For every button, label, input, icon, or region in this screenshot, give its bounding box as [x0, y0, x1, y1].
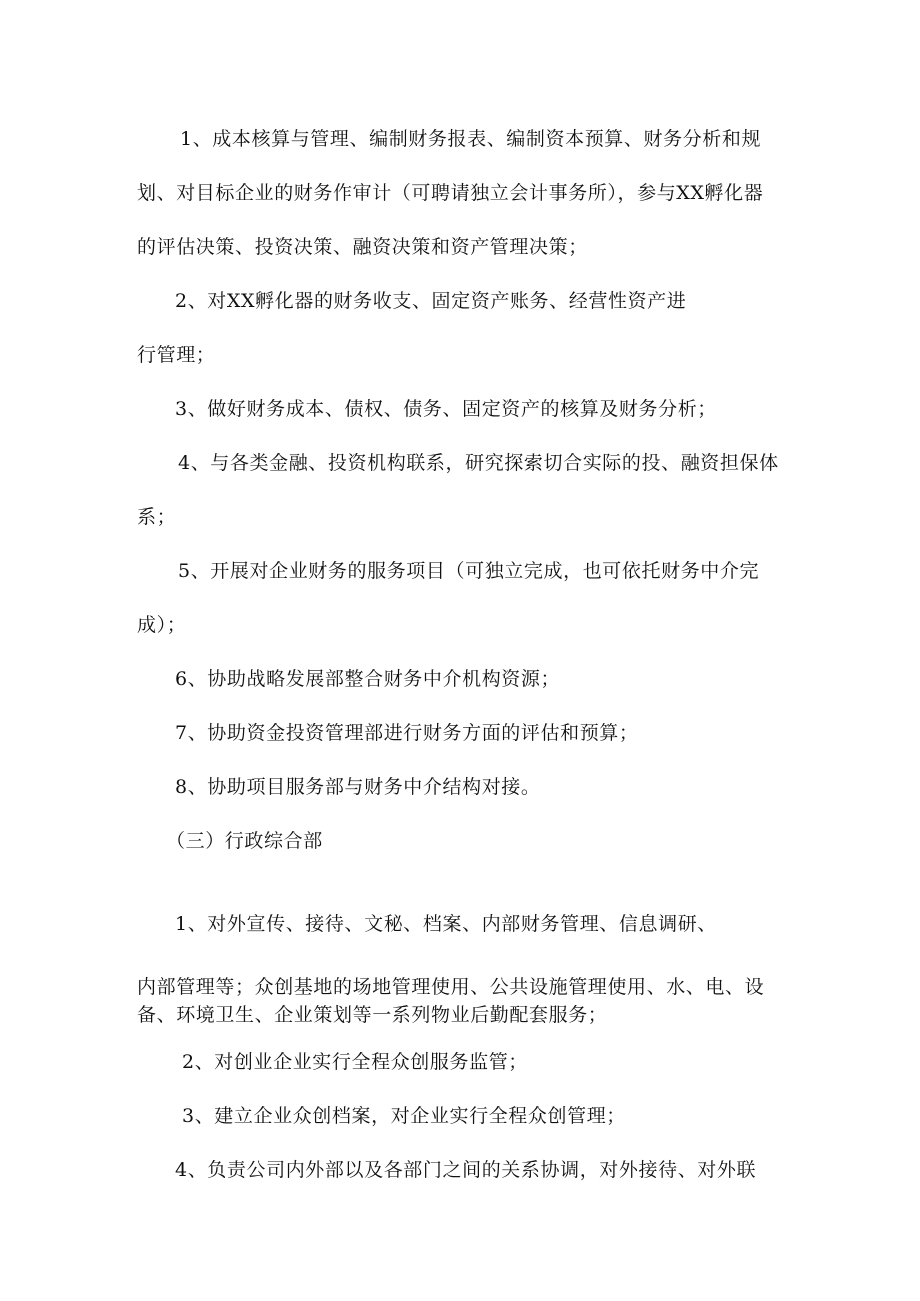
text-line: 2、对创业企业实行全程众创服务监管； — [182, 1051, 528, 1073]
section-heading: （三）行政综合部 — [166, 830, 323, 852]
text-line: 2、对XX孵化器的财务收支、固定资产账务、经营性资产进 — [175, 290, 687, 312]
text-line: 6、协助战略发展部整合财务中介机构资源； — [175, 668, 561, 690]
text-line: 4、与各类金融、投资机构联系，研究探索切合实际的投、融资担保体 — [178, 452, 779, 474]
text-line: 划、对目标企业的财务作审计（可聘请独立会计事务所），参与XX孵化器 — [137, 182, 764, 204]
text-line: 内部管理等；众创基地的场地管理使用、公共设施管理使用、水、电、设 — [137, 976, 765, 998]
text-line: 8、协助项目服务部与财务中介结构对接。 — [175, 776, 541, 798]
text-line: 3、做好财务成本、债权、债务、固定资产的核算及财务分析； — [175, 398, 717, 420]
text-line: 7、协助资金投资管理部进行财务方面的评估和预算； — [175, 722, 639, 744]
text-line: 系； — [137, 506, 177, 528]
text-line: 成）； — [137, 614, 187, 636]
text-line: 4、负责公司内外部以及各部门之间的关系协调，对外接待、对外联 — [175, 1159, 757, 1181]
text-line: 的评估决策、投资决策、融资决策和资产管理决策； — [137, 236, 588, 258]
text-line: 备、环境卫生、企业策划等一系列物业后勤配套服务； — [137, 1004, 608, 1026]
text-line: 3、建立企业众创档案，对企业实行全程众创管理； — [182, 1105, 626, 1127]
text-line: 1、对外宣传、接待、文秘、档案、内部财务管理、信息调研、 — [175, 913, 717, 935]
text-line: 1、成本核算与管理、编制财务报表、编制资本预算、财务分析和规 — [180, 128, 762, 150]
text-line: 行管理； — [137, 344, 216, 366]
text-line: 5、开展对企业财务的服务项目（可独立完成，也可依托财务中介完 — [178, 560, 760, 582]
